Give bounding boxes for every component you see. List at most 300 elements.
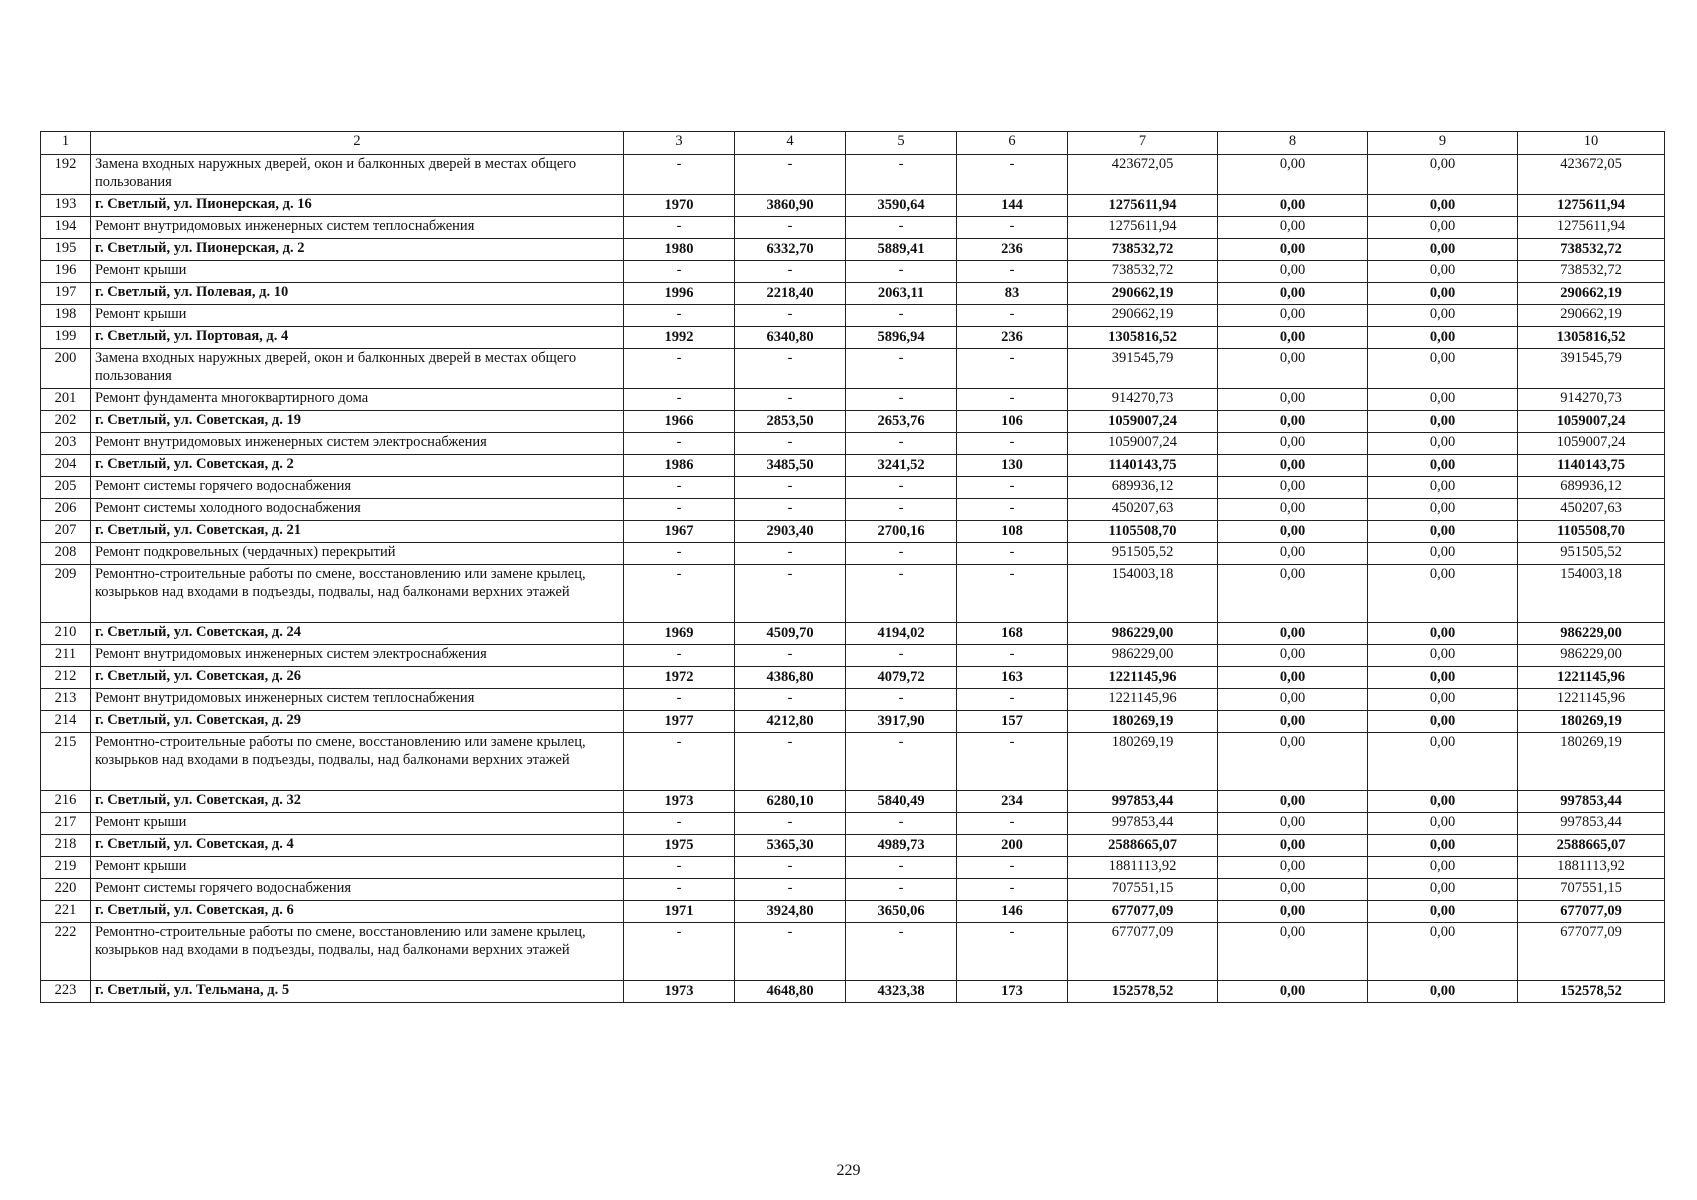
work-row [41,305,1665,327]
total-cost-cell: 1881113,92 [1068,857,1218,879]
budget-cost-cell: 0,00 [1368,667,1518,689]
year-built-cell: - [624,813,735,835]
owner-funds-cell: 951505,52 [1518,543,1665,565]
owner-funds-cell: 677077,09 [1518,923,1665,981]
owner-funds-cell: 423672,05 [1518,155,1665,195]
residents-count-cell: - [957,689,1068,711]
total-cost-cell: 1221145,96 [1068,667,1218,689]
residents-count-cell: - [957,857,1068,879]
residents-count-cell: 173 [957,981,1068,1003]
living-area-cell: - [846,543,957,565]
work-row [41,217,1665,239]
living-area-cell: - [846,261,957,283]
budget-cost-cell: 0,00 [1368,791,1518,813]
row-number-cell: 203 [41,433,91,455]
year-built-cell: - [624,305,735,327]
living-area-cell: - [846,155,957,195]
residents-count-cell: - [957,645,1068,667]
year-built-cell: 1972 [624,667,735,689]
total-area-cell: - [735,923,846,981]
residents-count-cell: - [957,733,1068,791]
residents-count-cell: 163 [957,667,1068,689]
living-area-cell: - [846,923,957,981]
row-number-cell: 193 [41,195,91,217]
budget-cost-cell: 0,00 [1368,305,1518,327]
description-cell: Ремонт фундамента многоквартирного дома [91,389,624,411]
budget-cost-cell: 0,00 [1368,879,1518,901]
living-area-cell: 3917,90 [846,711,957,733]
description-cell: г. Светлый, ул. Пионерская, д. 2 [91,239,624,261]
year-built-cell: 1966 [624,411,735,433]
total-area-cell: 3860,90 [735,195,846,217]
row-number-cell: 211 [41,645,91,667]
residents-count-cell: 236 [957,239,1068,261]
total-cost-cell: 1221145,96 [1068,689,1218,711]
total-area-cell: 4212,80 [735,711,846,733]
description-cell: Ремонт внутридомовых инженерных систем теплоснабжения [91,217,624,239]
work-row [41,261,1665,283]
total-cost-cell: 997853,44 [1068,791,1218,813]
fund-cost-cell: 0,00 [1218,543,1368,565]
column-header: 3 [624,132,735,155]
column-header: 1 [41,132,91,155]
residents-count-cell: - [957,499,1068,521]
fund-cost-cell: 0,00 [1218,261,1368,283]
living-area-cell: 5896,94 [846,327,957,349]
owner-funds-cell: 997853,44 [1518,791,1665,813]
budget-cost-cell: 0,00 [1368,923,1518,981]
fund-cost-cell: 0,00 [1218,923,1368,981]
owner-funds-cell: 738532,72 [1518,239,1665,261]
owner-funds-cell: 290662,19 [1518,283,1665,305]
row-number-cell: 204 [41,455,91,477]
owner-funds-cell: 154003,18 [1518,565,1665,623]
residents-count-cell: - [957,261,1068,283]
address-row [41,623,1665,645]
fund-cost-cell: 0,00 [1218,813,1368,835]
work-row [41,155,1665,195]
total-cost-cell: 951505,52 [1068,543,1218,565]
fund-cost-cell: 0,00 [1218,411,1368,433]
total-cost-cell: 997853,44 [1068,813,1218,835]
total-cost-cell: 707551,15 [1068,879,1218,901]
total-cost-cell: 423672,05 [1068,155,1218,195]
residents-count-cell: - [957,389,1068,411]
total-area-cell: - [735,477,846,499]
total-area-cell: - [735,879,846,901]
address-row [41,239,1665,261]
work-row [41,689,1665,711]
owner-funds-cell: 1881113,92 [1518,857,1665,879]
fund-cost-cell: 0,00 [1218,283,1368,305]
year-built-cell: - [624,217,735,239]
fund-cost-cell: 0,00 [1218,305,1368,327]
owner-funds-cell: 1105508,70 [1518,521,1665,543]
living-area-cell: - [846,857,957,879]
budget-cost-cell: 0,00 [1368,195,1518,217]
total-area-cell: - [735,645,846,667]
budget-cost-cell: 0,00 [1368,733,1518,791]
work-row [41,543,1665,565]
work-row [41,477,1665,499]
living-area-cell: 4323,38 [846,981,957,1003]
owner-funds-cell: 1305816,52 [1518,327,1665,349]
living-area-cell: - [846,499,957,521]
total-area-cell: 5365,30 [735,835,846,857]
column-header: 2 [91,132,624,155]
living-area-cell: - [846,305,957,327]
address-row [41,455,1665,477]
budget-cost-cell: 0,00 [1368,857,1518,879]
total-area-cell: 3924,80 [735,901,846,923]
year-built-cell: - [624,155,735,195]
living-area-cell: - [846,733,957,791]
column-header: 7 [1068,132,1218,155]
owner-funds-cell: 914270,73 [1518,389,1665,411]
living-area-cell: - [846,433,957,455]
living-area-cell: 3241,52 [846,455,957,477]
description-cell: Ремонт внутридомовых инженерных систем электроснабжения [91,645,624,667]
residents-count-cell: - [957,349,1068,389]
address-row [41,195,1665,217]
fund-cost-cell: 0,00 [1218,217,1368,239]
residents-count-cell: - [957,217,1068,239]
year-built-cell: 1970 [624,195,735,217]
budget-cost-cell: 0,00 [1368,477,1518,499]
budget-cost-cell: 0,00 [1368,455,1518,477]
description-cell: г. Светлый, ул. Советская, д. 21 [91,521,624,543]
description-cell: Замена входных наружных дверей, окон и балконных дверей в местах общего пользования [91,349,624,389]
total-cost-cell: 154003,18 [1068,565,1218,623]
year-built-cell: 1986 [624,455,735,477]
work-row [41,733,1665,791]
residents-count-cell: 144 [957,195,1068,217]
fund-cost-cell: 0,00 [1218,195,1368,217]
description-cell: Ремонт внутридомовых инженерных систем электроснабжения [91,433,624,455]
owner-funds-cell: 986229,00 [1518,623,1665,645]
year-built-cell: 1980 [624,239,735,261]
owner-funds-cell: 391545,79 [1518,349,1665,389]
description-cell: г. Светлый, ул. Советская, д. 2 [91,455,624,477]
budget-cost-cell: 0,00 [1368,411,1518,433]
description-cell: г. Светлый, ул. Советская, д. 32 [91,791,624,813]
total-cost-cell: 986229,00 [1068,645,1218,667]
budget-cost-cell: 0,00 [1368,327,1518,349]
row-number-cell: 206 [41,499,91,521]
residents-count-cell: - [957,879,1068,901]
year-built-cell: 1973 [624,981,735,1003]
row-number-cell: 194 [41,217,91,239]
year-built-cell: 1969 [624,623,735,645]
row-number-cell: 197 [41,283,91,305]
owner-funds-cell: 1275611,94 [1518,217,1665,239]
owner-funds-cell: 997853,44 [1518,813,1665,835]
total-area-cell: 6280,10 [735,791,846,813]
fund-cost-cell: 0,00 [1218,455,1368,477]
description-cell: г. Светлый, ул. Советская, д. 24 [91,623,624,645]
address-row [41,521,1665,543]
description-cell: Ремонт системы холодного водоснабжения [91,499,624,521]
total-area-cell: - [735,565,846,623]
fund-cost-cell: 0,00 [1218,667,1368,689]
column-number-header-row [41,132,1665,155]
living-area-cell: 4079,72 [846,667,957,689]
total-area-cell: 4386,80 [735,667,846,689]
work-row [41,499,1665,521]
work-row [41,857,1665,879]
year-built-cell: - [624,565,735,623]
total-area-cell: - [735,261,846,283]
total-cost-cell: 1059007,24 [1068,411,1218,433]
year-built-cell: - [624,433,735,455]
address-row [41,791,1665,813]
owner-funds-cell: 1221145,96 [1518,689,1665,711]
work-row [41,389,1665,411]
residents-count-cell: - [957,433,1068,455]
total-cost-cell: 2588665,07 [1068,835,1218,857]
total-area-cell: - [735,543,846,565]
residents-count-cell: - [957,565,1068,623]
budget-cost-cell: 0,00 [1368,239,1518,261]
residents-count-cell: - [957,543,1068,565]
address-row [41,835,1665,857]
fund-cost-cell: 0,00 [1218,477,1368,499]
row-number-cell: 209 [41,565,91,623]
address-row [41,711,1665,733]
description-cell: г. Светлый, ул. Полевая, д. 10 [91,283,624,305]
living-area-cell: - [846,565,957,623]
living-area-cell: - [846,813,957,835]
description-cell: г. Светлый, ул. Советская, д. 6 [91,901,624,923]
total-area-cell: 6332,70 [735,239,846,261]
budget-cost-cell: 0,00 [1368,499,1518,521]
residents-count-cell: 106 [957,411,1068,433]
year-built-cell: - [624,689,735,711]
fund-cost-cell: 0,00 [1218,689,1368,711]
year-built-cell: - [624,645,735,667]
living-area-cell: 4989,73 [846,835,957,857]
year-built-cell: - [624,499,735,521]
fund-cost-cell: 0,00 [1218,623,1368,645]
description-cell: Ремонт системы горячего водоснабжения [91,879,624,901]
column-header: 10 [1518,132,1665,155]
total-cost-cell: 738532,72 [1068,261,1218,283]
year-built-cell: - [624,879,735,901]
owner-funds-cell: 1059007,24 [1518,411,1665,433]
owner-funds-cell: 738532,72 [1518,261,1665,283]
total-area-cell: 6340,80 [735,327,846,349]
owner-funds-cell: 1221145,96 [1518,667,1665,689]
total-cost-cell: 152578,52 [1068,981,1218,1003]
description-cell: Ремонтно-строительные работы по смене, восстановлению или замене крылец, козырьков над входами в подъезды, подвалы, над балконами верхних этажей [91,923,624,981]
row-number-cell: 222 [41,923,91,981]
row-number-cell: 198 [41,305,91,327]
row-number-cell: 210 [41,623,91,645]
fund-cost-cell: 0,00 [1218,835,1368,857]
year-built-cell: 1992 [624,327,735,349]
budget-cost-cell: 0,00 [1368,217,1518,239]
residents-count-cell: 234 [957,791,1068,813]
page-number: 229 [836,1162,861,1179]
fund-cost-cell: 0,00 [1218,521,1368,543]
living-area-cell: 3650,06 [846,901,957,923]
work-row [41,645,1665,667]
year-built-cell: - [624,857,735,879]
budget-cost-cell: 0,00 [1368,689,1518,711]
total-area-cell: - [735,217,846,239]
fund-cost-cell: 0,00 [1218,433,1368,455]
budget-cost-cell: 0,00 [1368,813,1518,835]
budget-cost-cell: 0,00 [1368,261,1518,283]
living-area-cell: 5889,41 [846,239,957,261]
fund-cost-cell: 0,00 [1218,711,1368,733]
total-area-cell: 3485,50 [735,455,846,477]
year-built-cell: - [624,923,735,981]
total-area-cell: 4648,80 [735,981,846,1003]
fund-cost-cell: 0,00 [1218,901,1368,923]
residents-count-cell: - [957,155,1068,195]
total-area-cell: - [735,499,846,521]
residents-count-cell: 168 [957,623,1068,645]
total-cost-cell: 1275611,94 [1068,217,1218,239]
row-number-cell: 221 [41,901,91,923]
residents-count-cell: 200 [957,835,1068,857]
owner-funds-cell: 677077,09 [1518,901,1665,923]
total-area-cell: - [735,689,846,711]
year-built-cell: 1996 [624,283,735,305]
work-row [41,923,1665,981]
fund-cost-cell: 0,00 [1218,733,1368,791]
residents-count-cell: - [957,305,1068,327]
total-cost-cell: 391545,79 [1068,349,1218,389]
year-built-cell: - [624,733,735,791]
description-cell: Ремонт системы горячего водоснабжения [91,477,624,499]
year-built-cell: 1971 [624,901,735,923]
owner-funds-cell: 152578,52 [1518,981,1665,1003]
residents-count-cell: 83 [957,283,1068,305]
total-cost-cell: 290662,19 [1068,305,1218,327]
year-built-cell: - [624,477,735,499]
row-number-cell: 223 [41,981,91,1003]
total-area-cell: - [735,433,846,455]
fund-cost-cell: 0,00 [1218,389,1368,411]
year-built-cell: 1967 [624,521,735,543]
budget-cost-cell: 0,00 [1368,901,1518,923]
budget-cost-cell: 0,00 [1368,155,1518,195]
owner-funds-cell: 450207,63 [1518,499,1665,521]
capital-repair-table [40,131,1665,1003]
year-built-cell: - [624,543,735,565]
fund-cost-cell: 0,00 [1218,879,1368,901]
row-number-cell: 216 [41,791,91,813]
address-row [41,411,1665,433]
row-number-cell: 219 [41,857,91,879]
description-cell: г. Светлый, ул. Тельмана, д. 5 [91,981,624,1003]
owner-funds-cell: 707551,15 [1518,879,1665,901]
year-built-cell: 1975 [624,835,735,857]
column-header: 4 [735,132,846,155]
work-row [41,879,1665,901]
year-built-cell: - [624,349,735,389]
address-row [41,981,1665,1003]
row-number-cell: 212 [41,667,91,689]
owner-funds-cell: 689936,12 [1518,477,1665,499]
budget-cost-cell: 0,00 [1368,835,1518,857]
owner-funds-cell: 1275611,94 [1518,195,1665,217]
row-number-cell: 217 [41,813,91,835]
budget-cost-cell: 0,00 [1368,283,1518,305]
row-number-cell: 218 [41,835,91,857]
total-area-cell: - [735,389,846,411]
living-area-cell: 3590,64 [846,195,957,217]
residents-count-cell: 108 [957,521,1068,543]
total-cost-cell: 1059007,24 [1068,433,1218,455]
residents-count-cell: 146 [957,901,1068,923]
total-cost-cell: 738532,72 [1068,239,1218,261]
living-area-cell: - [846,217,957,239]
owner-funds-cell: 290662,19 [1518,305,1665,327]
living-area-cell: - [846,645,957,667]
row-number-cell: 202 [41,411,91,433]
total-area-cell: - [735,305,846,327]
owner-funds-cell: 1140143,75 [1518,455,1665,477]
total-cost-cell: 677077,09 [1068,901,1218,923]
owner-funds-cell: 1059007,24 [1518,433,1665,455]
total-area-cell: - [735,155,846,195]
living-area-cell: 2700,16 [846,521,957,543]
total-area-cell: - [735,857,846,879]
address-row [41,283,1665,305]
living-area-cell: - [846,689,957,711]
living-area-cell: 2653,76 [846,411,957,433]
fund-cost-cell: 0,00 [1218,981,1368,1003]
total-area-cell: - [735,733,846,791]
residents-count-cell: - [957,813,1068,835]
living-area-cell: - [846,879,957,901]
fund-cost-cell: 0,00 [1218,791,1368,813]
row-number-cell: 192 [41,155,91,195]
total-cost-cell: 986229,00 [1068,623,1218,645]
row-number-cell: 215 [41,733,91,791]
fund-cost-cell: 0,00 [1218,565,1368,623]
owner-funds-cell: 180269,19 [1518,711,1665,733]
row-number-cell: 207 [41,521,91,543]
budget-cost-cell: 0,00 [1368,645,1518,667]
fund-cost-cell: 0,00 [1218,155,1368,195]
total-cost-cell: 1140143,75 [1068,455,1218,477]
description-cell: Ремонт крыши [91,261,624,283]
description-cell: г. Светлый, ул. Советская, д. 19 [91,411,624,433]
budget-cost-cell: 0,00 [1368,433,1518,455]
row-number-cell: 200 [41,349,91,389]
residents-count-cell: 236 [957,327,1068,349]
row-number-cell: 195 [41,239,91,261]
fund-cost-cell: 0,00 [1218,857,1368,879]
total-area-cell: - [735,349,846,389]
year-built-cell: - [624,261,735,283]
living-area-cell: - [846,389,957,411]
description-cell: Ремонтно-строительные работы по смене, восстановлению или замене крылец, козырьков над входами в подъезды, подвалы, над балконами верхних этажей [91,733,624,791]
budget-cost-cell: 0,00 [1368,623,1518,645]
total-area-cell: 2218,40 [735,283,846,305]
work-row [41,565,1665,623]
owner-funds-cell: 2588665,07 [1518,835,1665,857]
total-area-cell: 2853,50 [735,411,846,433]
total-cost-cell: 1105508,70 [1068,521,1218,543]
living-area-cell: - [846,349,957,389]
description-cell: г. Светлый, ул. Портовая, д. 4 [91,327,624,349]
owner-funds-cell: 986229,00 [1518,645,1665,667]
